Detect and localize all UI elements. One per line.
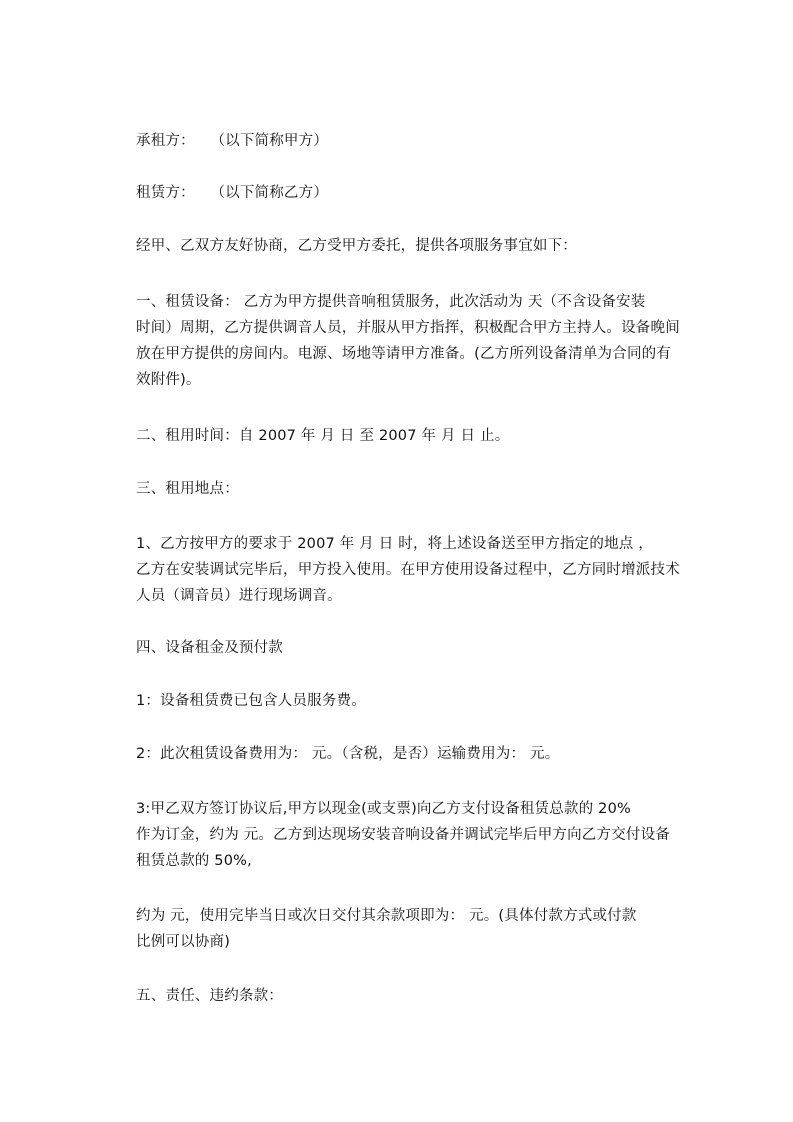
section3-item1-line-3: 人员（调音员）进行现场调音。 — [136, 588, 342, 604]
section2-rental-time: 二、租用时间：自 2007 年 月 日 至 2007 年 月 日 止。 — [136, 428, 510, 444]
section4-item3-cont-line-2: 比例可以协商) — [136, 934, 231, 950]
lessee-label: 承租方： — [136, 133, 195, 149]
section4-item2: 2：此次租赁设备费用为： 元。（含税，是否）运输费用为： 元。 — [136, 746, 560, 762]
section3-item1-line-2: 乙方在安装调试完毕后，甲方投入使用。在甲方使用设备过程中，乙方同时增派技术 — [136, 562, 680, 578]
lessee-note: （以下简称甲方） — [210, 133, 329, 149]
section5-title: 五、责任、违约条款： — [136, 988, 283, 1004]
section1-line-4: 效附件)。 — [136, 372, 201, 388]
section3-title: 三、租用地点： — [136, 481, 239, 497]
intro-paragraph: 经甲、乙双方友好协商，乙方受甲方委托，提供各项服务事宜如下： — [136, 238, 577, 254]
lessor-line — [136, 183, 328, 203]
section1-line-1: 一、租赁设备： 乙方为甲方提供音响租赁服务，此次活动为 天（不含设备安装 — [136, 294, 646, 310]
section4-item1: 1：设备租赁费已包含人员服务费。 — [136, 693, 366, 709]
lessee-line — [136, 131, 328, 151]
section3-item1-line-1: 1、乙方按甲方的要求于 2007 年 月 日 时，将上述设备送至甲方指定的地点 ， — [136, 536, 653, 552]
lessor-label: 租赁方： — [136, 185, 195, 201]
section4-item3-line-2: 作为订金，约为 元。乙方到达现场安装音响设备并调试完毕后甲方向乙方交付设备 — [136, 827, 671, 843]
lessor-note: （以下简称乙方） — [210, 185, 329, 201]
section1-line-2: 时间）周期，乙方提供调音人员，并服从甲方指挥，积极配合甲方主持人。设备晚间 — [136, 320, 680, 336]
section1-line-3: 放在甲方提供的房间内。电源、场地等请甲方准备。(乙方所列设备清单为合同的有 — [136, 346, 672, 362]
section4-item3-line-3: 租赁总款的 50%, — [136, 853, 252, 869]
section4-item3-line-1: 3:甲乙双方签订协议后,甲方以现金(或支票)向乙方支付设备租赁总款的 20% — [136, 801, 631, 817]
section4-item3-cont-line-1: 约为 元，使用完毕当日或次日交付其余款项即为： 元。(具体付款方式或付款 — [136, 908, 637, 924]
section4-title: 四、设备租金及预付款 — [136, 640, 283, 656]
